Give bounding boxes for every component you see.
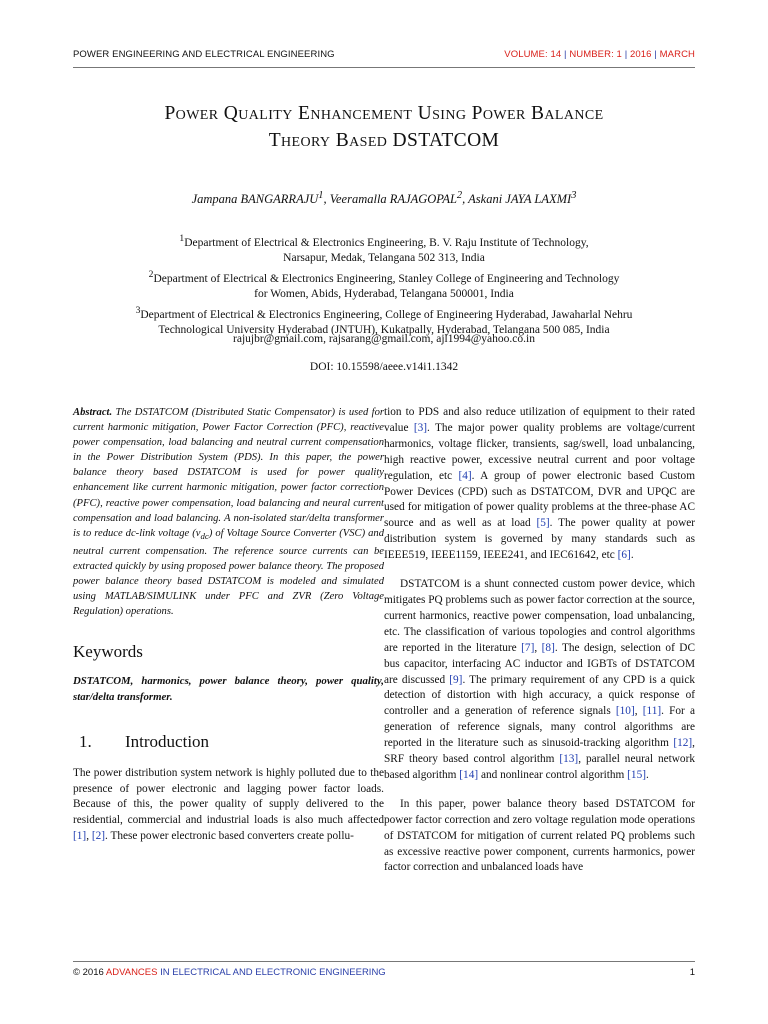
issue-month: MARCH: [659, 49, 695, 60]
section-number: 1.: [79, 731, 92, 751]
author-sup: 3: [571, 190, 577, 201]
citation-link[interactable]: [2]: [91, 830, 106, 843]
affiliation-line: Technological University Hyderabad (JNTUH), Kukatpally, Hyderabad, Telangana 500 085, India: [158, 324, 610, 337]
citation-link[interactable]: [13]: [559, 753, 579, 766]
separator: |: [563, 49, 567, 60]
separator: |: [624, 49, 628, 60]
copyright-icon: ©: [73, 967, 80, 978]
citation-link[interactable]: [3]: [413, 421, 428, 434]
affiliation-line: [60, 303, 708, 323]
left-column: [73, 405, 384, 845]
citation-link[interactable]: [1]: [73, 830, 87, 843]
abstract-text: ) of Voltage Source Converter (VSC) and neutral current compensation. The reference source currents can be extracted quickly by using proposed power balance theory. The proposed power balance theory based DSTATCOM is modeled and simulated using MATLAB/SIMULINK under PFC and ZVR (Zero Voltage Regulation) operations.: [73, 527, 384, 618]
affiliation-line: [60, 267, 708, 287]
separator: |: [654, 49, 657, 60]
author-separator: ,: [323, 192, 330, 207]
body-paragraph: tion to PDS and also reduce utilization of equipment to their rated value [3]. The major power quality problems are voltage/current harmonics, voltage flicker, transients, sag/swell, load unbalancing, high reactive power, excessive neutral current and poor voltage regulation, etc [4]. A group of power electronic based Custom Power Devices (CPD) such as DSTATCOM, DVR and UPQC are used for mitigation of power quality problems at the three-phase AC source and as well as at load [5]. The power quality at power distribution system is governed by many standards such as IEEE519, IEEE1159, IEEE241, and IEC61642, etc [6].: [384, 406, 695, 562]
citation-link[interactable]: [10]: [615, 705, 635, 718]
paper-title: [60, 100, 708, 154]
citation-link[interactable]: [6]: [617, 549, 631, 562]
author-name: Askani JAYA LAXMI: [468, 192, 572, 207]
author-separator: ,: [462, 192, 469, 207]
vdc-subscript: dc: [200, 530, 209, 541]
affiliation-line: for Women, Abids, Hyderabad, Telangana 500001, India: [254, 288, 514, 301]
header-rule: [73, 67, 695, 68]
affiliation-line: [60, 231, 708, 251]
issue-info: [504, 49, 695, 60]
citation-link[interactable]: [15]: [627, 768, 646, 781]
issue-year: 2016: [630, 49, 652, 60]
citation-link[interactable]: [4]: [458, 469, 472, 482]
affiliation-sup: 2: [148, 269, 154, 281]
affiliation-text: Department of Electrical & Electronics Engineering, College of Engineering Hyderabad, Jawaharlal Nehru: [140, 308, 633, 321]
journal-name: POWER ENGINEERING AND ELECTRICAL ENGINEERING: [73, 49, 335, 60]
footer-journal: IN ELECTRICAL AND ELECTRONIC ENGINEERING: [160, 967, 386, 978]
footer-year: 2016: [82, 967, 104, 978]
body-paragraph: DSTATCOM is a shunt connected custom power device, which mitigates PQ problems such as power factor correction at the source, current harmonics, reactive power compensation, load unbalancing, etc. The classification of various topologies and control algorithms are reported in the literature [7], [8]. The design, selection of DC bus capacitor, interfacing AC inductor and IGBTs of DSTATCOM are discussed [9]. The primary requirement of any CPD is a quick detection of distortion with high accuracy, a quick response of controller and a generation of reference signals [10], [11]. For a generation of reference signals, many control algorithms are reported in the literature such as sinusoid-tracking algorithm [12], SRF theory based control algorithm [13], parallel neural network based algorithm [14] and nonlinear control algorithm [15].: [384, 578, 695, 781]
volume-label: VOLUME: 14: [504, 49, 562, 60]
running-header: [73, 49, 695, 63]
vdc-symbol: v: [195, 527, 201, 539]
affiliation-line: Narsapur, Medak, Telangana 502 313, India: [283, 252, 485, 265]
author-list: [60, 190, 708, 207]
affiliation-text: Department of Electrical & Electronics Engineering, B. V. Raju Institute of Technology,: [184, 236, 589, 249]
author-name: Jampana BANGARRAJU: [191, 192, 319, 207]
citation-link[interactable]: [7]: [521, 641, 535, 654]
citation-link[interactable]: [14]: [459, 768, 479, 781]
section-title: Introduction: [125, 731, 210, 751]
affiliation-sup: 3: [135, 305, 141, 317]
author-sup: 2: [456, 190, 463, 201]
citation-link[interactable]: [11]: [642, 705, 662, 718]
citation-link[interactable]: [8]: [541, 641, 555, 654]
intro-heading: [73, 731, 384, 751]
author-sup: 1: [318, 190, 324, 201]
abstract-label: Abstract.: [73, 407, 113, 418]
right-column: [384, 405, 695, 876]
author-emails: rajujbr@gmail.com, rajsarang@gmail.com, ajl1994@yahoo.co.in: [233, 333, 535, 345]
title-line-2: Theory Based DSTATCOM: [268, 130, 500, 151]
keywords-heading: Keywords: [73, 642, 143, 662]
intro-paragraph: The power distribution system network is highly polluted due to the presence of power electronic and lagging power factor loads. Because of this, the power quality of supply delivered to the residential, commercial and industrial loads is also much affected [1], [2]. These power electronic based converters create pollu-: [73, 766, 384, 843]
citation-link[interactable]: [5]: [536, 517, 550, 530]
affiliation-sup: 1: [179, 233, 185, 244]
abstract: [73, 405, 384, 619]
author-name: Veeramalla RAJAGOPAL: [329, 192, 457, 207]
title-line-1: Power Quality Enhancement Using Power Balance: [164, 103, 604, 124]
footer-advances: ADVANCES: [105, 967, 158, 978]
number-label: NUMBER: 1: [569, 49, 622, 60]
affiliation-text: Department of Electrical & Electronics Engineering, Stanley College of Engineering and Technology: [153, 272, 620, 285]
body-paragraph: In this paper, power balance theory based DSTATCOM for power factor correction and zero voltage regulation mode operations of DSTATCOM for mitigation of current related PQ problems such as excessive reactive power component, currents harmonics, power factor correction and unbalanced loads have: [384, 797, 695, 874]
page-number: 1: [689, 967, 695, 978]
affiliations: [60, 231, 708, 339]
footer-copyright: [73, 967, 386, 978]
keywords-text: DSTATCOM, harmonics, power balance theory, power quality, star/delta transformer.: [73, 675, 384, 703]
citation-link[interactable]: [9]: [449, 673, 463, 686]
abstract-text: The DSTATCOM (Distributed Static Compensator) is used for current harmonic mitigation, Power Factor Correction (PFC), reactive power compensation, load balancing and neutral current compensation in the Power Distribution System (PDS). In this paper, the power balance theory based DSTATCOM is used for power quality enhancement like current harmonic mitigation, power factor correction (PFC), reactive power compensation, load balancing and neural current compensation and load balancing. A non-isolated star/delta transformer is to reduce dc-link voltage (: [73, 407, 384, 539]
citation-link[interactable]: [12]: [673, 737, 693, 750]
doi: DOI: 10.15598/aeee.v14i1.1342: [309, 361, 459, 373]
footer-rule: [73, 961, 695, 962]
